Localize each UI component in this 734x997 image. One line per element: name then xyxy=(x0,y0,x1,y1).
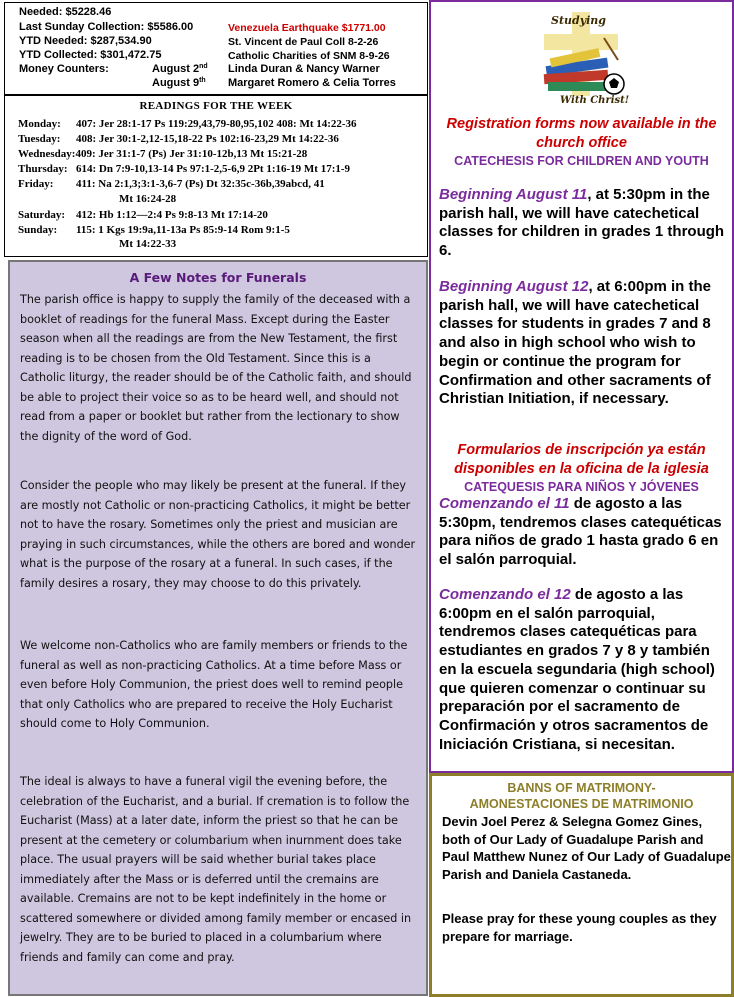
spanish-paragraph-2: Comenzando el 12 de agosto a las 6:00pm en el salón parroquial, tendremos clases catequéticas para estudiantes en grados 7 y 8 y también en la escuela segundaria (high school) que quieren comenzar o continuar su preparación por el sacramento de Confirmación y otros sacramentos de Iniciación Cristiana, si necesitan. xyxy=(439,586,715,753)
counter-date-1: August 2nd xyxy=(152,63,208,75)
counter-date-2: August 9th xyxy=(152,77,206,89)
funerals-paragraph-1: The parish office is happy to supply the family of the deceased with a booklet of readings for the funeral Mass. Except during the Easter season when all the readings are from the New Testament, the first reading is to be chosen from the Old Testament. Since this is a Catholic liturgy, the reader should be of the Catholic faith, and should be able to project their voice so as to be heard well, and should not read from a paper or booklet but rather from the lectionary to show the dignity of the word of God. xyxy=(20,293,412,443)
funerals-title: A Few Notes for Funerals xyxy=(129,270,307,285)
funerals-paragraph-2: Consider the people who may likely be present at the funeral. If they are mostly not Catholic or non-practicing Catholics, it might be better not to have the rosary. Sometimes only the priest and musician are praying in such circumstances, while the others are bored and wonder what is the purpose of the rosary at a funeral. In such cases, if the family desires a rosary, they may choose to do this privately. xyxy=(20,479,416,590)
reading-sunday-cont: Mt 14:22-33 xyxy=(119,238,177,250)
funerals-paragraph-4: The ideal is always to have a funeral vigil the evening before, the celebration of the Eucharist, and a burial. If cremation is to follow the Eucharist (Mass) at a later date, inform the priest so that he can be present at the cemetery or columbarium when inurnment does take place. The usual prayers will be said whether burial takes place immediately after the Mass or is deferred until the cremains are available. Cremains are not to be kept indefinitely in the home or scattered somewhere or divided among family member or encased in jewelry. They are to be buried to placed in a columbarium where friends and family can come and pray. xyxy=(20,775,412,964)
readings-title: READINGS FOR THE WEEK xyxy=(139,100,293,112)
banns-title-english: BANNS OF MATRIMONY- xyxy=(507,781,656,795)
catechesis-title-english: CATECHESIS FOR CHILDREN AND YOUTH xyxy=(454,154,709,168)
counters-names-1: Linda Duran & Nancy Warner xyxy=(228,63,380,75)
catholic-charities-collection: Catholic Charities of SNM 8-9-26 xyxy=(228,50,390,62)
spanish-paragraph-1: Comenzando el 11 de agosto a las 5:30pm, tendremos clases catequéticas para niños de grado 1 hasta grado 6 en el salón parroquial. xyxy=(439,495,722,569)
reading-sunday: Sunday: 115: 1 Kgs 19:9a,11-13a Ps 85:9-14 Rom 9:1-5 xyxy=(18,224,290,236)
reading-monday: Monday: 407: Jer 28:1-17 Ps 119:29,43,79-80,95,102 408: Mt 14:22-36 xyxy=(18,118,357,130)
reading-wednesday: Wednesday:409: Jer 31:1-7 (Ps) Jer 31:10-12b,13 Mt 15:21-28 xyxy=(18,148,308,160)
banns-couples: Devin Joel Perez & Selegna Gomez Gines, both of Our Lady of Guadalupe Parish and Paul Matthew Nunez of Our Lady of Guadalupe Parish and Daniela Castaneda. xyxy=(442,814,731,882)
st-vincent-collection: St. Vincent de Paul Coll 8-2-26 xyxy=(228,36,379,48)
reading-friday: Friday: 411: Na 2:1,3;3:1-3,6-7 (Ps) Dt 32:35c-36b,39abcd, 41 xyxy=(18,178,325,190)
english-paragraph-1: Beginning August 11, at 5:30pm in the parish hall, we will have catechetical classes for children in grades 1 through 6. xyxy=(439,186,725,260)
registration-spanish: Formularios de inscripción ya están disponibles en la oficina de la iglesia xyxy=(454,442,709,477)
studying-with-christ-logo xyxy=(526,8,638,108)
funerals-paragraph-3: We welcome non-Catholics who are family members or friends to the funeral as well as non-practicing Catholics. At a time before Mass or even before Holy Communion, the priest does well to remind people that only Catholics who are prepared to receive the Holy Eucharist should come to Holy Communion. xyxy=(20,639,408,730)
venezuela-collection: Venezuela Earthquake $1771.00 xyxy=(228,22,386,34)
logo-text-bottom: With Christ! xyxy=(560,95,630,106)
readings-box xyxy=(4,95,428,257)
money-counters-label: Money Counters: xyxy=(19,63,109,75)
banns-prayer-request: Please pray for these young couples as they prepare for marriage. xyxy=(442,911,717,944)
reading-friday-cont: Mt 16:24-28 xyxy=(119,193,177,205)
registration-english: Registration forms now available in the church office xyxy=(446,116,717,151)
ytd-collected: YTD Collected: $301,472.75 xyxy=(19,49,162,61)
funerals-box xyxy=(8,260,428,996)
banns-title-spanish: AMONESTACIONES DE MATRIMONIO xyxy=(469,797,694,811)
banns-box xyxy=(429,773,734,997)
logo-text-top: Studying xyxy=(551,14,606,27)
last-sunday-collection: Last Sunday Collection: $5586.00 xyxy=(19,21,194,33)
english-paragraph-2: Beginning August 12, at 6:00pm in the parish hall, we will have catechetical classes for students in grades 7 and 8 and also in high school who wish to begin or continue the program for Confirmation and other sacraments of Christian Initiation, if necessary. xyxy=(439,278,711,408)
reading-tuesday: Tuesday: 408: Jer 30:1-2,12-15,18-22 Ps 102:16-23,29 Mt 14:22-36 xyxy=(18,133,339,145)
needed-amount: Needed: $5228.46 xyxy=(19,6,112,18)
catechesis-box xyxy=(429,0,734,773)
catechesis-title-spanish: CATEQUESIS PARA NIÑOS Y JÓVENES xyxy=(464,480,699,494)
ytd-needed: YTD Needed: $287,534.90 xyxy=(19,35,152,47)
finance-box xyxy=(4,2,428,95)
reading-saturday: Saturday: 412: Hb 1:12—2:4 Ps 9:8-13 Mt 17:14-20 xyxy=(18,209,268,221)
counters-names-2: Margaret Romero & Celia Torres xyxy=(228,77,396,89)
reading-thursday: Thursday: 614: Dn 7:9-10,13-14 Ps 97:1-2,5-6,9 2Pt 1:16-19 Mt 17:1-9 xyxy=(18,163,351,175)
